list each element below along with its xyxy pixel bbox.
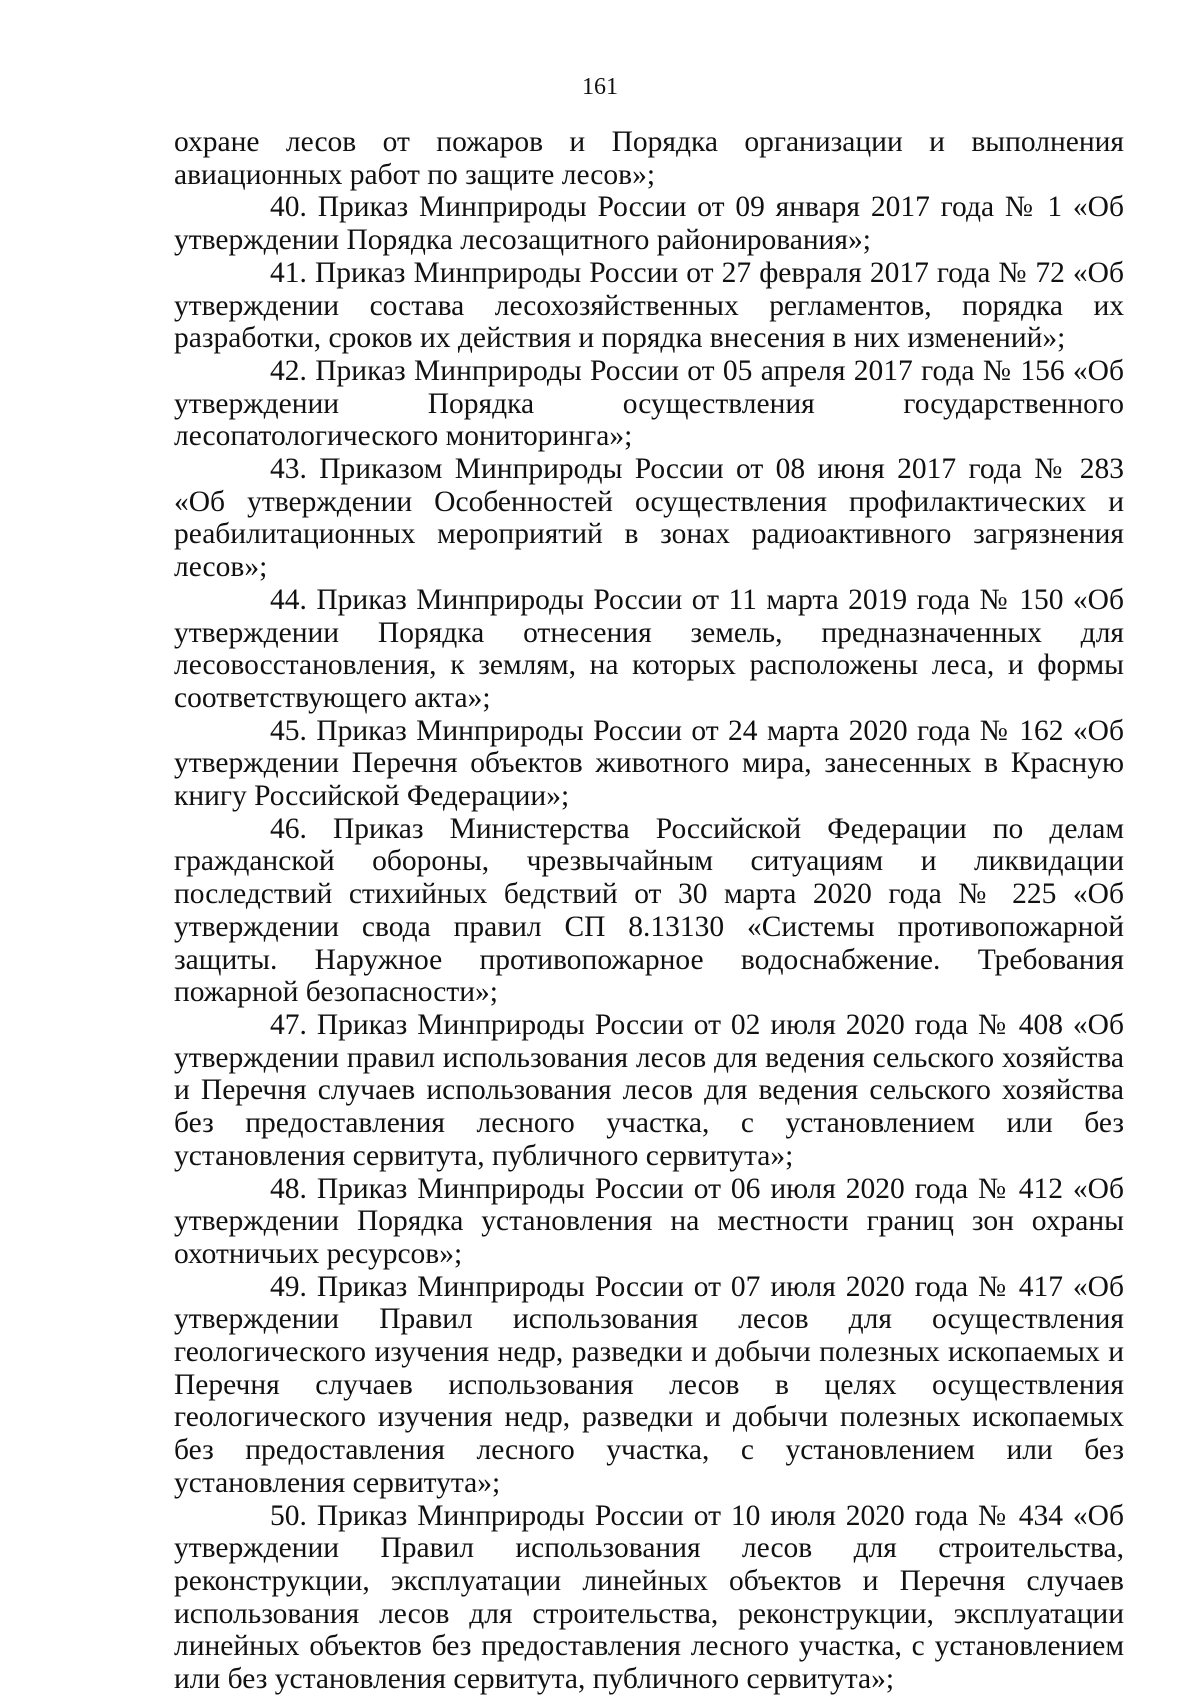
page-number: 161	[582, 74, 618, 100]
paragraph-continuation: охране лесов от пожаров и Порядка организации и выполнения авиационных работ по защите лесов»;	[174, 126, 1124, 191]
list-item-42: 42. Приказ Минприроды России от 05 апреля 2017 года № 156 «Об утверждении Порядка осуществления государственного лесопатологического мониторинга»;	[174, 354, 1124, 453]
list-item-46: 46. Приказ Министерства Российской Федерации по делам гражданской обороны, чрезвычайным ситуациям и ликвидации последствий стихийных бедствий от 30 марта 2020 года № 225 «Об утверждении свода правил СП 8.13130 «Системы противопожарной защиты. Наружное противопожарное водоснабжение. Требования пожарной безопасности»;	[174, 812, 1124, 1009]
list-item-40: 40. Приказ Минприроды России от 09 января 2017 года № 1 «Об утверждении Порядка лесозащитного районирования»;	[174, 191, 1124, 257]
list-item-44: 44. Приказ Минприроды России от 11 марта 2019 года № 150 «Об утверждении Порядка отнесения земель, предназначенных для лесовосстановления, к землям, на которых расположены леса, и формы соответствующего акта»;	[174, 583, 1124, 714]
list-item-43: 43. Приказом Минприроды России от 08 июня 2017 года № 283 «Об утверждении Особенностей осуществления профилактических и реабилитационных мероприятий в зонах радиоактивного загрязнения лесов»;	[174, 453, 1124, 584]
list-item-49: 49. Приказ Минприроды России от 07 июля 2020 года № 417 «Об утверждении Правил использования лесов для осуществления геологического изучения недр, разведки и добычи полезных ископаемых и Перечня случаев использования лесов в целях осуществления геологического изучения недр, разведки и добычи полезных ископаемых без предоставления лесного участка, с установлением или без установления сервитута»;	[174, 1270, 1124, 1499]
list-item-41: 41. Приказ Минприроды России от 27 февраля 2017 года № 72 «Об утверждении состава лесохозяйственных регламентов, порядка их разработки, сроков их действия и порядка внесения в них изменений»;	[174, 256, 1124, 355]
document-body	[174, 126, 1124, 1696]
list-item-50: 50. Приказ Минприроды России от 10 июля 2020 года № 434 «Об утверждении Правил использования лесов для строительства, реконструкции, эксплуатации линейных объектов и Перечня случаев использования лесов для строительства, реконструкции, эксплуатации линейных объектов без предоставления лесного участка, с установлением или без установления сервитута, публичного сервитута»;	[174, 1499, 1124, 1696]
list-item-45: 45. Приказ Минприроды России от 24 марта 2020 года № 162 «Об утверждении Перечня объектов животного мира, занесенных в Красную книгу Российской Федерации»;	[174, 714, 1124, 813]
list-item-48: 48. Приказ Минприроды России от 06 июля 2020 года № 412 «Об утверждении Порядка установления на местности границ зон охраны охотничьих ресурсов»;	[174, 1172, 1124, 1270]
list-item-47: 47. Приказ Минприроды России от 02 июля 2020 года № 408 «Об утверждении правил использования лесов для ведения сельского хозяйства и Перечня случаев использования лесов для ведения сельского хозяйства без предоставления лесного участка, с установлением или без установления сервитута, публичного сервитута»;	[174, 1008, 1124, 1172]
